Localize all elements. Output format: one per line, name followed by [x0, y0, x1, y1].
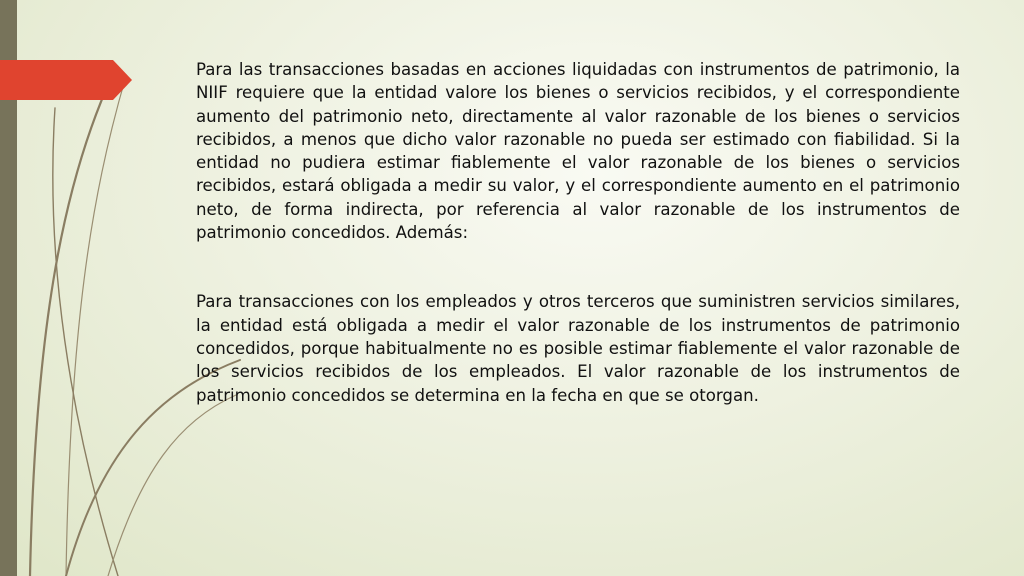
- slide-body: [196, 58, 960, 407]
- paragraph-2: Para transacciones con los empleados y otros terceros que suministren servicios similares, la entidad está obligada a medir el valor razonable de los instrumentos de patrimonio concedidos, porque habitualmente no es posible estimar fiablemente el valor razonable de los servicios recibidos de los empleados. El valor razonable de los instrumentos de patrimonio concedidos se determina en la fecha en que se otorgan.: [196, 292, 960, 405]
- red-arrow-icon: [0, 60, 132, 100]
- paragraph-1: Para las transacciones basadas en acciones liquidadas con instrumentos de patrimonio, la NIIF requiere que la entidad valore los bienes o servicios recibidos, y el correspondiente aumento del patrimonio neto, directamente al valor razonable de los bienes o servicios recibidos, a menos que dicho valor razonable no pueda ser estimado con fiabilidad. Si la entidad no pudiera estimar fiablemente el valor razonable de los bienes o servicios recibidos, estará obligada a medir su valor, y el correspondiente aumento en el patrimonio neto, de forma indirecta, por referencia al valor razonable de los instrumentos de patrimonio concedidos. Además:: [196, 60, 960, 243]
- decorative-line: [108, 395, 236, 576]
- decorative-line: [66, 76, 126, 576]
- decorative-line: [30, 76, 112, 576]
- decorative-line: [53, 108, 118, 576]
